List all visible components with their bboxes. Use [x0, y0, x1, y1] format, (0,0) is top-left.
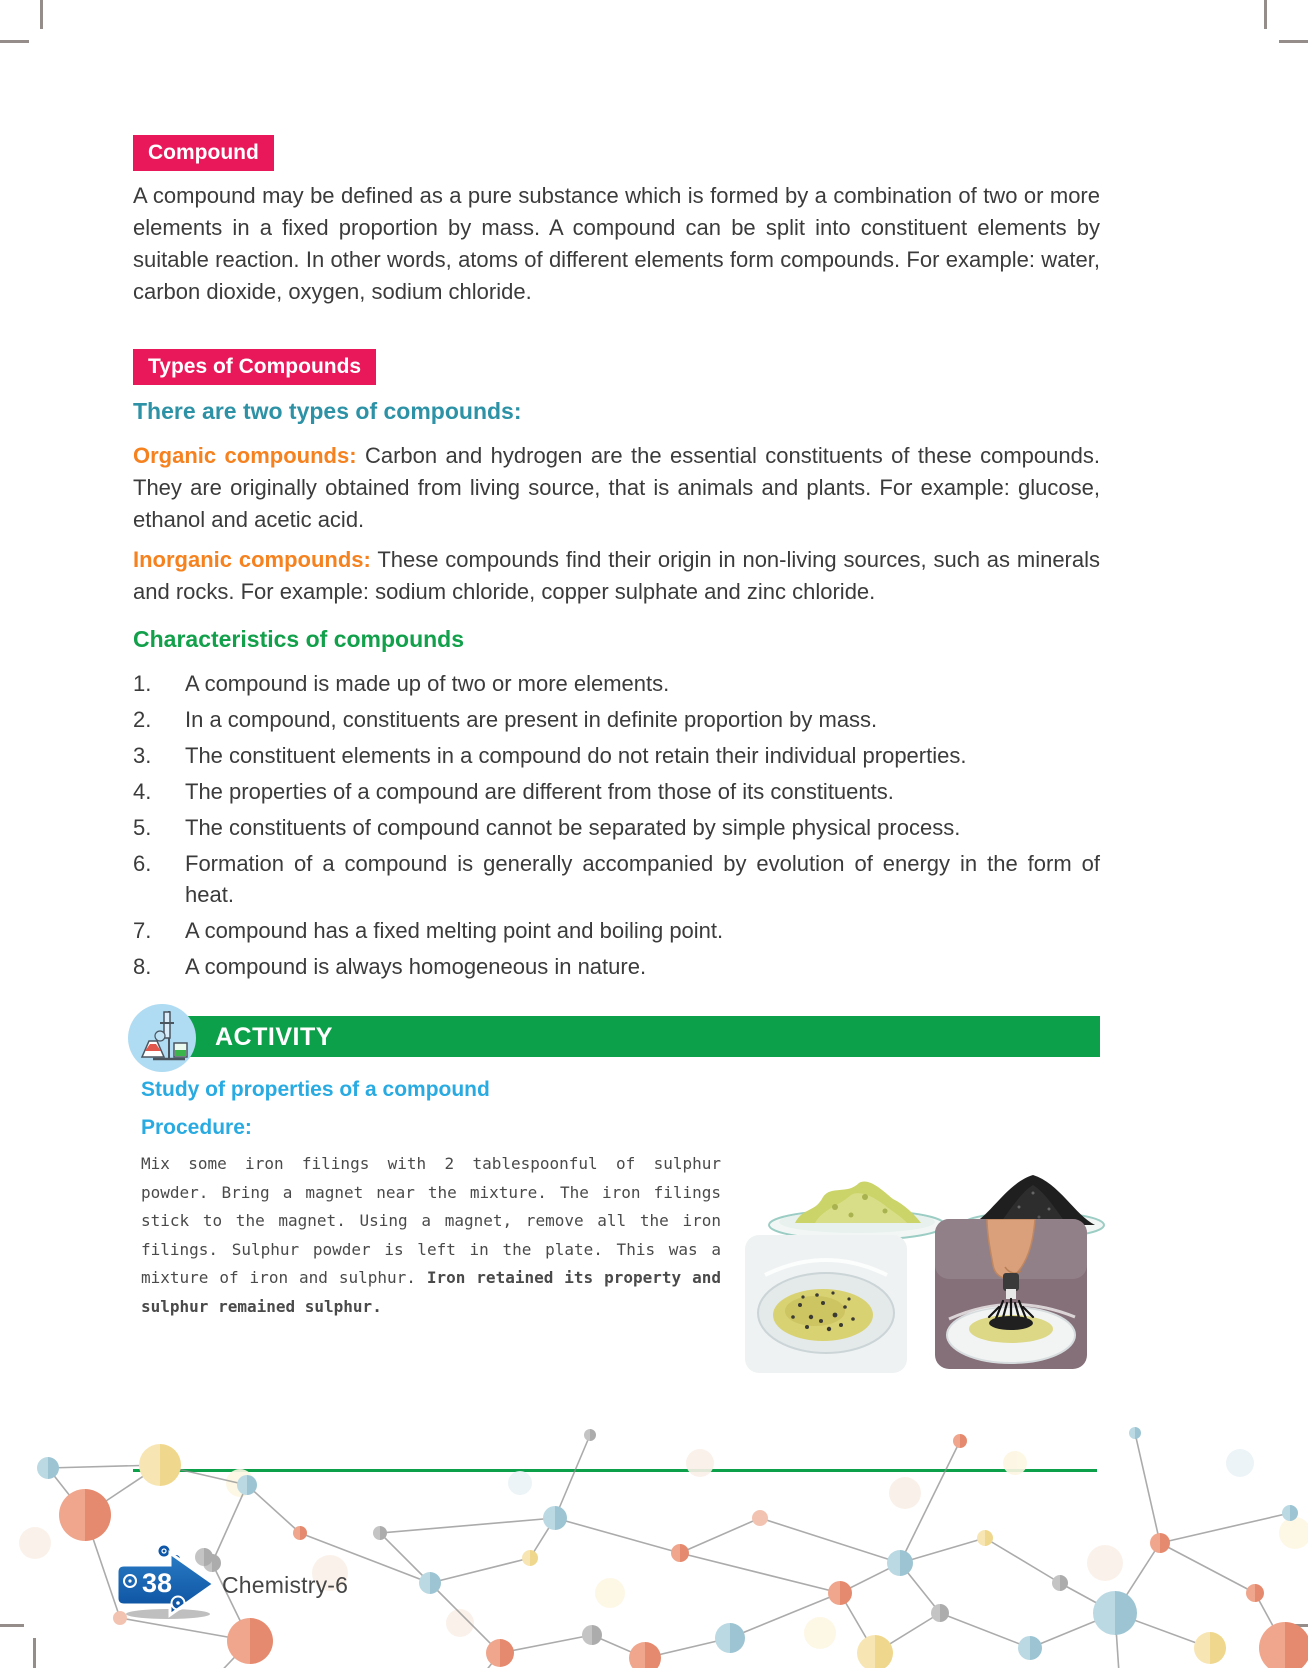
- crop-mark-top-left-h: [0, 40, 29, 43]
- list-item: 2. In a compound, constituents are present in definite proportion by mass.: [133, 707, 878, 732]
- inorganic-compounds-label: Inorganic compounds:: [133, 547, 371, 572]
- procedure-label: Procedure:: [141, 1116, 252, 1139]
- activity-title: Study of properties of a compound: [141, 1078, 490, 1101]
- characteristics-list: [133, 668, 1100, 987]
- procedure-text: Mix some iron filings with 2 tablespoonful of sulphur powder. Bring a magnet near the mixture. The iron filings stick to the magnet. Using a magnet, remove all the iron filings. Sulphur powder is left in the plate. This was a mixture of iron and sulphur. Iron retained its property and sulphur remained sulphur.: [141, 1154, 722, 1316]
- photo-iron-sulphur-mixture: [745, 1235, 907, 1373]
- compound-definition-paragraph: A compound may be defined as a pure substance which is formed by a combination of two or more elements in a fixed proportion by mass. A compound can be split into constituent elements by suitable reaction. In other words, atoms of different elements form compounds. For example: water, carbon dioxide, oxygen, sodium chloride.: [133, 183, 1100, 304]
- crop-mark-top-right-v: [1264, 0, 1267, 29]
- lab-equipment-icon: [127, 1003, 197, 1073]
- book-title: Chemistry-6: [222, 1572, 349, 1598]
- section-badge-compound: Compound: [133, 135, 274, 171]
- list-item: 3. The constituent elements in a compound do not retain their individual properties.: [133, 743, 967, 768]
- characteristics-heading: Characteristics of compounds: [133, 626, 465, 652]
- activity-label: ACTIVITY: [215, 1023, 333, 1051]
- list-item: 4. The properties of a compound are different from those of its constituents.: [133, 779, 894, 804]
- organic-compounds-text: Carbon and hydrogen are the essential constituents of these compounds. They are originally obtained from living source, that is animals and plants. For example: glucose, ethanol and acetic acid.: [133, 443, 1100, 532]
- activity-photos: [737, 1147, 1109, 1372]
- list-item: 6. Formation of a compound is generally accompanied by evolution of energy in the form of heat.: [133, 851, 1100, 907]
- organic-compounds-paragraph: [133, 440, 1100, 536]
- procedure-conclusion: Iron retained its property and sulphur remained sulphur.: [141, 1268, 722, 1316]
- inorganic-compounds-paragraph: [133, 544, 1100, 608]
- list-item: 8. A compound is always homogeneous in nature.: [133, 954, 647, 979]
- crop-mark-top-right-h: [1279, 40, 1308, 43]
- list-item: 1. A compound is made up of two or more elements.: [133, 671, 670, 696]
- activity-bar: [163, 1016, 1100, 1057]
- inorganic-compounds-text: These compounds find their origin in non-living sources, such as minerals and rocks. For example: sodium chloride, copper sulphate and zinc chloride.: [133, 547, 1100, 604]
- page-number-badge: [108, 1543, 228, 1621]
- activity-banner: [133, 1003, 1100, 1073]
- section-badge-types-of-compounds: Types of Compounds: [133, 349, 376, 385]
- organic-compounds-label: Organic compounds:: [133, 443, 357, 468]
- crop-mark-top-left-v: [40, 0, 43, 29]
- page-content: [133, 0, 1100, 1668]
- list-item: 7. A compound has a fixed melting point and boiling point.: [133, 918, 724, 943]
- page-number: 38: [142, 1568, 173, 1598]
- photo-sulphur-powder: [765, 1155, 950, 1243]
- list-item: 5. The constituents of compound cannot be separated by simple physical process.: [133, 815, 961, 840]
- two-types-heading: There are two types of compounds:: [133, 398, 522, 424]
- photo-magnet-separating-iron: [935, 1219, 1087, 1369]
